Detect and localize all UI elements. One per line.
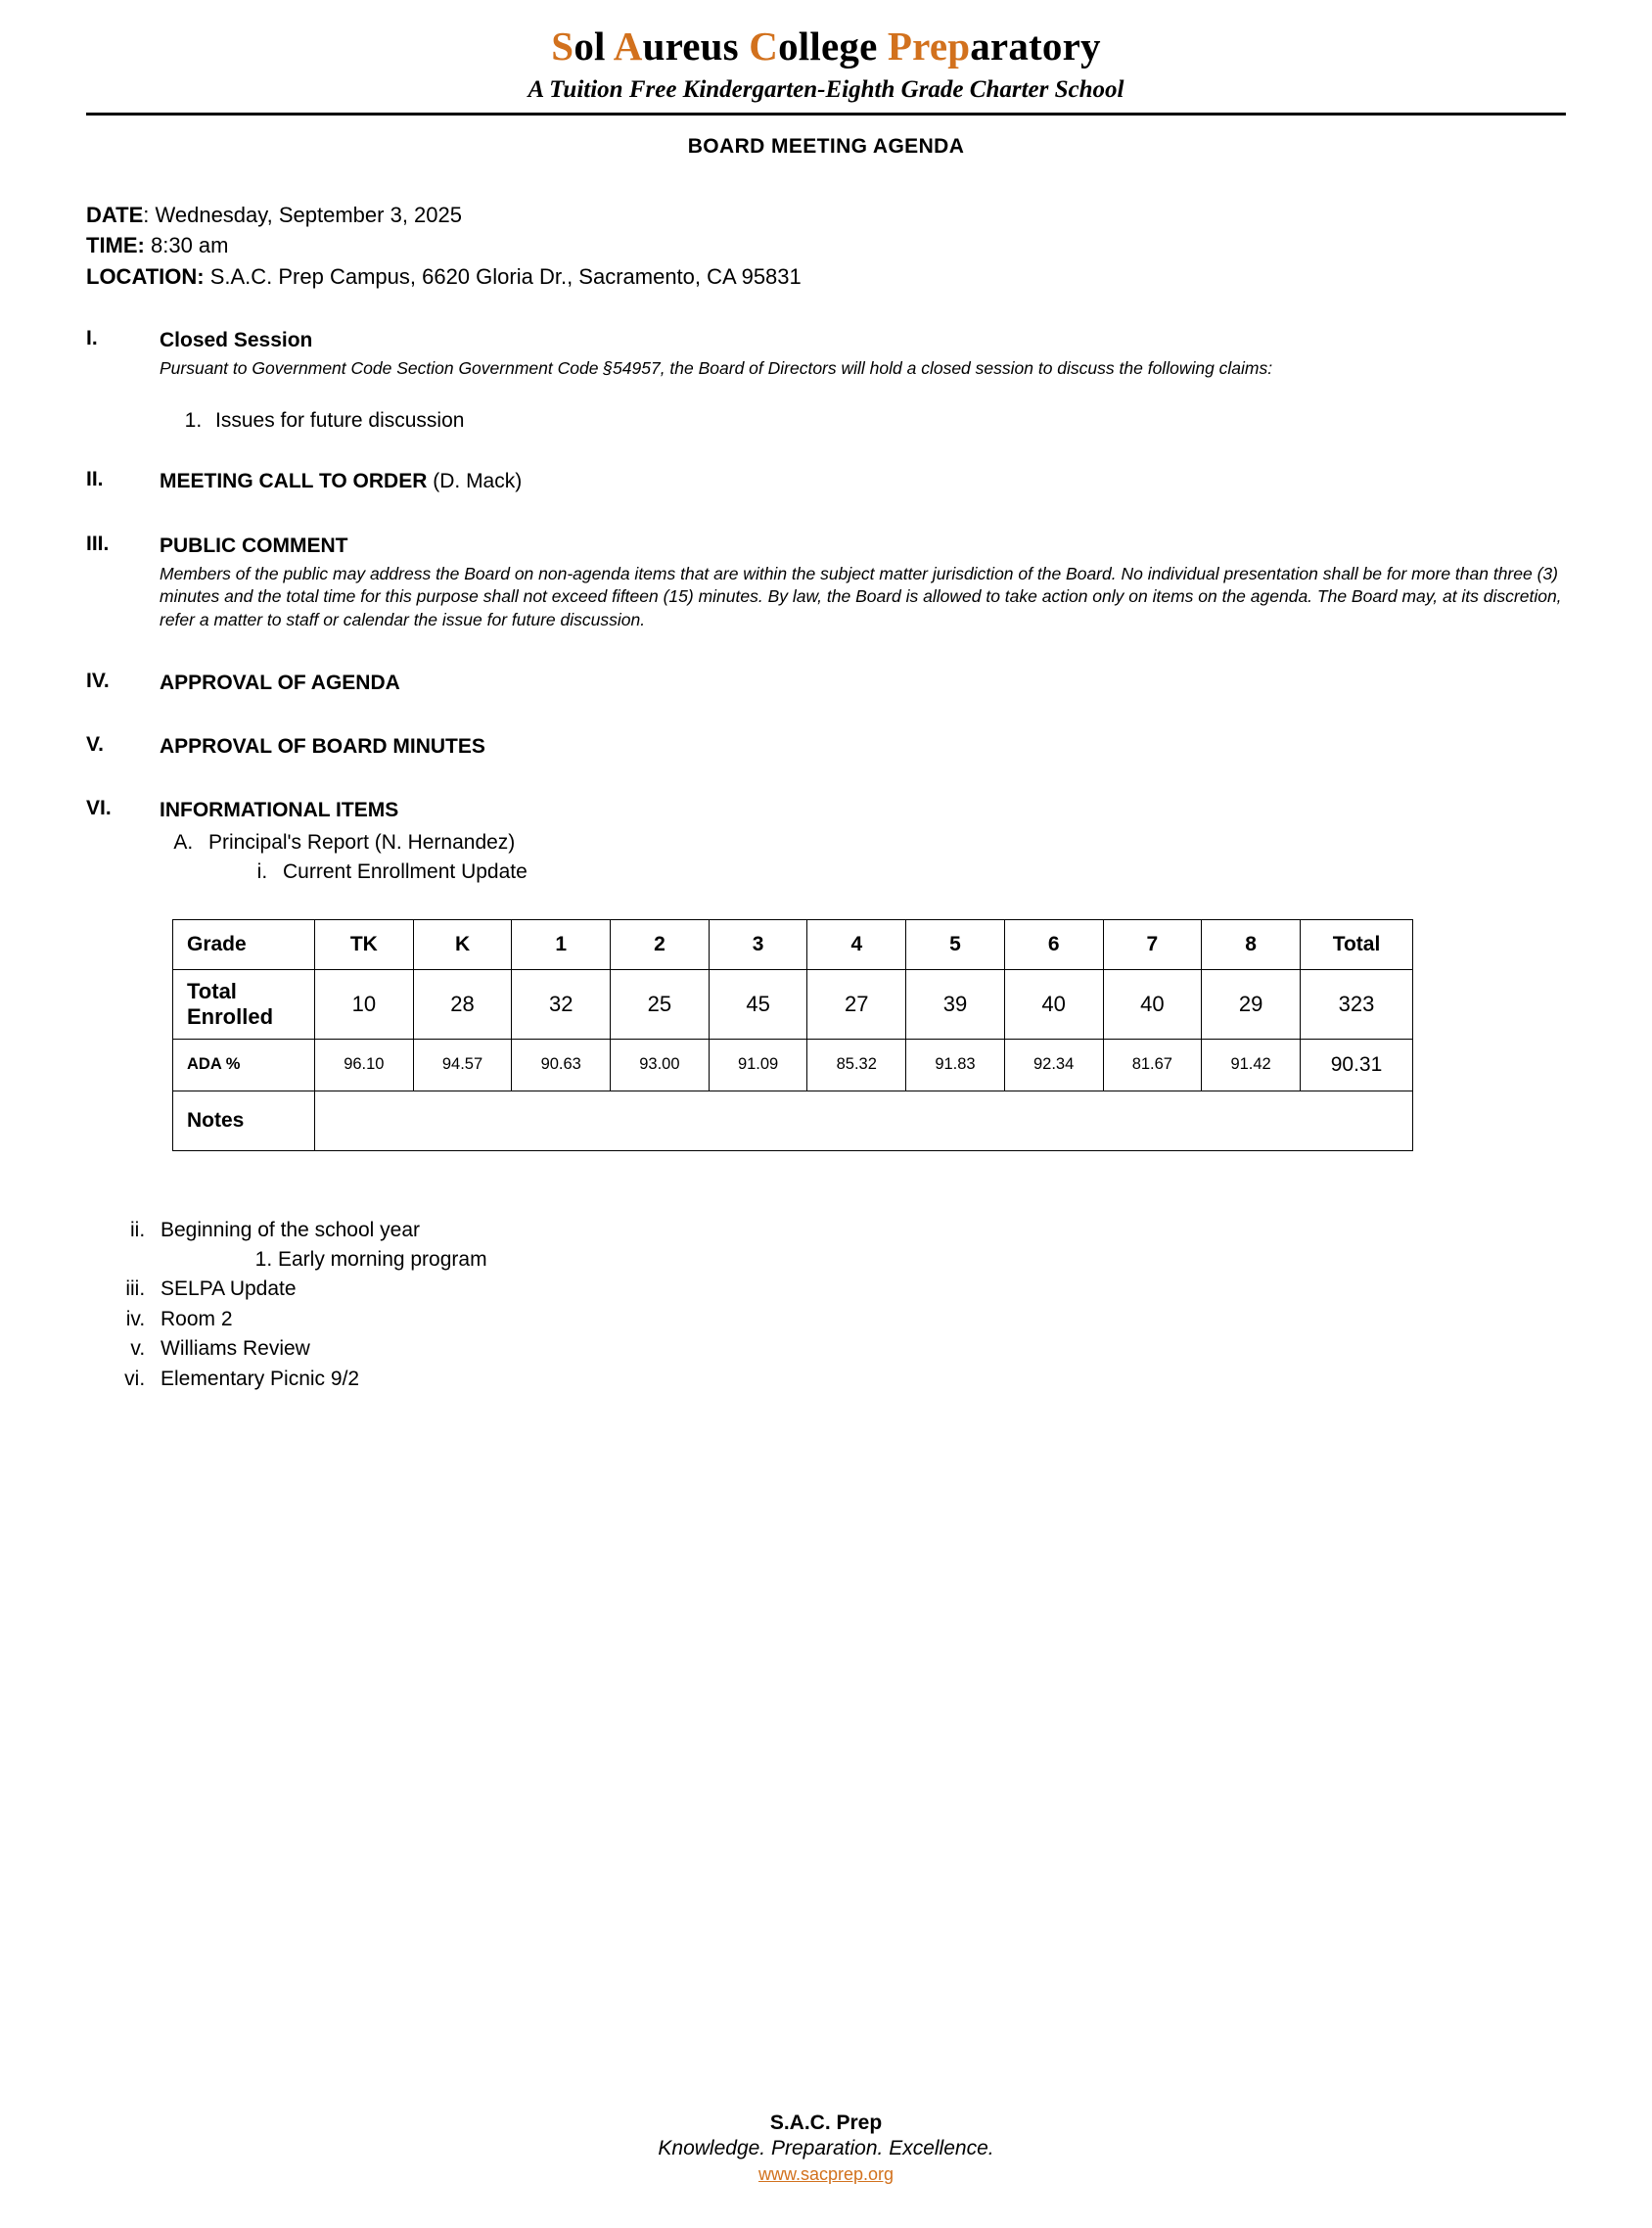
meta-time-label: TIME: bbox=[86, 233, 145, 258]
list-item bbox=[151, 1216, 1566, 1276]
cell-enrolled-7: 40 bbox=[1103, 969, 1202, 1039]
cell-enrolled-6: 40 bbox=[1004, 969, 1103, 1039]
enrollment-table bbox=[172, 919, 1413, 1151]
agenda-item-iv-heading: APPROVAL OF AGENDA bbox=[160, 671, 400, 694]
cell-enrolled-total: 323 bbox=[1301, 969, 1413, 1039]
school-name-part-3-cap: C bbox=[749, 23, 779, 69]
agenda-item-v-heading: APPROVAL OF BOARD MINUTES bbox=[160, 735, 485, 759]
spacer bbox=[86, 499, 1566, 533]
cell-ada-3: 91.09 bbox=[709, 1039, 807, 1091]
header-divider bbox=[86, 113, 1566, 116]
meta-location-row bbox=[86, 261, 1566, 292]
agenda-item-iii-note: Members of the public may address the Board on non-agenda items that are within the subject matter jurisdiction of the Board. No individual presentation shall be for more than three (3) minutes and the total time for this purpose shall not exceed fifteen (15) minutes. By law, the Board is allowed to take action only on items on the agenda. The Board may, at its discretion, refer a matter to staff or calendar the issue for future discussion. bbox=[160, 563, 1562, 630]
page-footer bbox=[0, 2112, 1652, 2185]
footer-website-link[interactable]: www.sacprep.org bbox=[757, 2164, 895, 2184]
cell-ada-total: 90.31 bbox=[1301, 1039, 1413, 1091]
cell-ada-1: 90.63 bbox=[512, 1039, 611, 1091]
cell-enrolled-5: 39 bbox=[906, 969, 1005, 1039]
agenda-item-v bbox=[86, 733, 1566, 760]
agenda-item-v-number: V. bbox=[86, 733, 104, 757]
table-header-4: 4 bbox=[807, 919, 906, 969]
agenda-item-iii-heading: PUBLIC COMMENT bbox=[160, 534, 348, 557]
agenda-item-ii-heading-text: MEETING CALL TO ORDER bbox=[160, 470, 428, 493]
agenda-item-vi-sublist bbox=[160, 828, 1566, 888]
cell-enrolled-1: 32 bbox=[512, 969, 611, 1039]
table-header-1: 1 bbox=[512, 919, 611, 969]
list-item bbox=[199, 828, 1566, 888]
agenda-item-i-note: Pursuant to Government Code Section Government Code §54957, the Board of Directors will hold a closed session to discuss the following claims: bbox=[160, 358, 1273, 379]
row-header-ada: ADA % bbox=[173, 1039, 315, 1091]
agenda-item-iii-number: III. bbox=[86, 532, 110, 555]
cell-enrolled-8: 29 bbox=[1202, 969, 1301, 1039]
list-item: vi. Elementary Picnic 9/2 bbox=[151, 1365, 1566, 1394]
agenda-item-ii-heading bbox=[160, 468, 1566, 494]
spacer bbox=[86, 700, 1566, 733]
agenda-item-ii-heading-suffix: (D. Mack) bbox=[427, 470, 523, 493]
list-item: v. Williams Review bbox=[151, 1334, 1566, 1364]
school-name-part-2-rest: ureus bbox=[642, 23, 750, 69]
table-row bbox=[173, 969, 1413, 1039]
agenda-item-iv-number: IV. bbox=[86, 669, 110, 692]
page-title: BOARD MEETING AGENDA bbox=[687, 135, 965, 159]
tail-item-ii-label: Beginning of the school year bbox=[161, 1218, 421, 1241]
list-item: iii. SELPA Update bbox=[151, 1275, 1566, 1304]
meta-time-row bbox=[86, 230, 1566, 260]
meta-time-value: 8:30 am bbox=[144, 233, 229, 258]
spacer bbox=[86, 435, 1566, 468]
table-header-5: 5 bbox=[906, 919, 1005, 969]
cell-ada-tk: 96.10 bbox=[315, 1039, 414, 1091]
cell-enrolled-tk: 10 bbox=[315, 969, 414, 1039]
table-header-3: 3 bbox=[709, 919, 807, 969]
table-header-8: 8 bbox=[1202, 919, 1301, 969]
meeting-meta bbox=[86, 200, 1566, 292]
agenda-item-i bbox=[86, 327, 1566, 381]
list-item: i. Current Enrollment Update bbox=[273, 858, 1566, 887]
school-name-part-4-cap: Prep bbox=[887, 23, 971, 69]
school-name-part-4-rest: aratory bbox=[970, 23, 1101, 69]
table-header-total: Total bbox=[1301, 919, 1413, 969]
table-header-row bbox=[173, 919, 1413, 969]
cell-ada-8: 91.42 bbox=[1202, 1039, 1301, 1091]
principals-report-tail-list bbox=[86, 1216, 1566, 1395]
footer-school-short-name: S.A.C. Prep bbox=[769, 2112, 883, 2134]
cell-enrolled-3: 45 bbox=[709, 969, 807, 1039]
table-header-6: 6 bbox=[1004, 919, 1103, 969]
spacer bbox=[86, 764, 1566, 797]
school-name-part-3-rest: ollege bbox=[778, 23, 888, 69]
school-name-part-1-rest: ol bbox=[574, 23, 614, 69]
row-header-total-enrolled-line1: Total bbox=[187, 978, 237, 1003]
agenda-item-i-number: I. bbox=[86, 326, 98, 349]
agenda-item-iv bbox=[86, 670, 1566, 696]
row-header-total-enrolled-line2: Enrolled bbox=[187, 1003, 274, 1029]
meta-location-label: LOCATION: bbox=[86, 263, 205, 289]
agenda-items bbox=[86, 327, 1566, 1394]
agenda-item-i-sublist bbox=[86, 406, 1566, 435]
cell-enrolled-2: 25 bbox=[611, 969, 710, 1039]
principals-report-label: Principal's Report (N. Hernandez) bbox=[208, 830, 516, 854]
principals-report-sublist bbox=[208, 858, 1566, 887]
cell-enrolled-k: 28 bbox=[413, 969, 512, 1039]
school-tagline: A Tuition Free Kindergarten-Eighth Grade Charter School bbox=[528, 76, 1124, 104]
list-item: 1. Issues for future discussion bbox=[207, 406, 1566, 435]
table-header-7: 7 bbox=[1103, 919, 1202, 969]
meta-date-label: DATE bbox=[86, 203, 144, 228]
agenda-item-i-heading: Closed Session bbox=[160, 328, 313, 351]
agenda-item-ii bbox=[86, 468, 1566, 494]
principals-report-tail bbox=[86, 1216, 1566, 1395]
cell-ada-k: 94.57 bbox=[413, 1039, 512, 1091]
list-item: 1. Early morning program bbox=[278, 1245, 1566, 1275]
meta-location-value: S.A.C. Prep Campus, 6620 Gloria Dr., Sacramento, CA 95831 bbox=[204, 263, 802, 289]
meta-date-value: : Wednesday, September 3, 2025 bbox=[143, 203, 462, 228]
list-item: iv. Room 2 bbox=[151, 1305, 1566, 1334]
enrollment-table-container bbox=[172, 919, 1566, 1151]
agenda-item-vi-heading: INFORMATIONAL ITEMS bbox=[160, 799, 399, 822]
agenda-item-vi bbox=[86, 797, 1566, 887]
row-header-notes: Notes bbox=[173, 1091, 315, 1150]
table-row bbox=[173, 1039, 1413, 1091]
school-name-part-1-cap: S bbox=[551, 23, 574, 69]
agenda-item-ii-number: II. bbox=[86, 468, 104, 491]
cell-ada-7: 81.67 bbox=[1103, 1039, 1202, 1091]
school-name-part-2-cap: A bbox=[613, 23, 643, 69]
school-name bbox=[86, 22, 1566, 71]
table-header-grade: Grade bbox=[173, 919, 315, 969]
agenda-item-vi-number: VI. bbox=[86, 797, 112, 820]
letterhead bbox=[86, 22, 1566, 105]
meta-date-row bbox=[86, 200, 1566, 230]
spacer bbox=[86, 636, 1566, 670]
cell-ada-2: 93.00 bbox=[611, 1039, 710, 1091]
cell-enrolled-4: 27 bbox=[807, 969, 906, 1039]
table-header-tk: TK bbox=[315, 919, 414, 969]
footer-motto: Knowledge. Preparation. Excellence. bbox=[658, 2137, 994, 2159]
cell-ada-6: 92.34 bbox=[1004, 1039, 1103, 1091]
cell-notes-blank bbox=[315, 1091, 1413, 1150]
tail-item-ii-sublist bbox=[161, 1245, 1566, 1275]
cell-ada-4: 85.32 bbox=[807, 1039, 906, 1091]
table-header-2: 2 bbox=[611, 919, 710, 969]
agenda-item-iii bbox=[86, 533, 1566, 632]
table-header-k: K bbox=[413, 919, 512, 969]
cell-ada-5: 91.83 bbox=[906, 1039, 1005, 1091]
row-header-total-enrolled bbox=[173, 969, 315, 1039]
table-row bbox=[173, 1091, 1413, 1150]
